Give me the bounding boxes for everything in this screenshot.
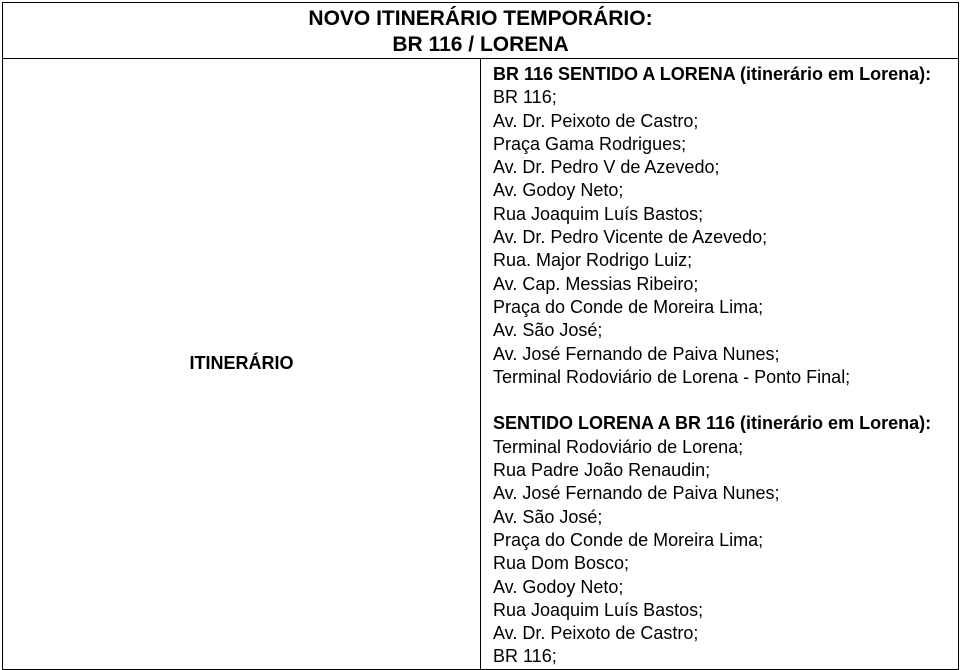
route-stop: Rua Padre João Renaudin;: [493, 460, 711, 481]
itinerary-label: ITINERÁRIO: [3, 59, 481, 670]
route-stop: Praça do Conde de Moreira Lima;: [493, 529, 764, 550]
route-list: [493, 436, 958, 669]
route-stop: Av. Dr. Pedro Vicente de Azevedo;: [493, 227, 768, 248]
route-stop: Av. Dr. Pedro V de Azevedo;: [493, 157, 720, 178]
route-stop: Av. São José;: [493, 506, 603, 527]
title-line-1: NOVO ITINERÁRIO TEMPORÁRIO:: [308, 6, 653, 30]
section-heading: SENTIDO LORENA A BR 116 (itinerário em Lorena):: [493, 413, 932, 434]
route-list: [493, 86, 958, 389]
title-cell: [3, 3, 959, 59]
route-stop: Av. José Fernando de Paiva Nunes;: [493, 483, 780, 504]
section-heading: BR 116 SENTIDO A LORENA (itinerário em Lorena):: [493, 64, 932, 84]
route-stop: Rua Joaquim Luís Bastos;: [493, 203, 704, 224]
section-lorena-to-br116: [493, 412, 958, 668]
itinerary-table: [2, 2, 959, 670]
route-stop: Terminal Rodoviário de Lorena - Ponto Final;: [493, 366, 851, 387]
route-stop: Rua. Major Rodrigo Luiz;: [493, 250, 693, 271]
route-stop: Av. Cap. Messias Ribeiro;: [493, 273, 699, 294]
title-line-2: BR 116 / LORENA: [392, 32, 569, 56]
route-stop: Av. São José;: [493, 320, 603, 341]
route-stop: Rua Joaquim Luís Bastos;: [493, 599, 704, 620]
route-stop: Terminal Rodoviário de Lorena;: [493, 436, 744, 457]
itinerary-content: [481, 59, 959, 670]
route-stop: Av. Dr. Peixoto de Castro;: [493, 623, 699, 644]
route-stop: Rua Dom Bosco;: [493, 553, 630, 574]
route-stop: BR 116;: [493, 646, 557, 667]
route-stop: Praça Gama Rodrigues;: [493, 133, 687, 154]
route-stop: Av. Godoy Neto;: [493, 180, 624, 201]
route-stop: Av. Dr. Peixoto de Castro;: [493, 110, 699, 131]
route-stop: Praça do Conde de Moreira Lima;: [493, 296, 764, 317]
section-br116-to-lorena: [493, 63, 958, 389]
route-stop: Av. Godoy Neto;: [493, 576, 624, 597]
title-row: [3, 3, 959, 59]
route-stop: BR 116;: [493, 87, 557, 108]
itinerary-row: [3, 59, 959, 670]
route-stop: Av. José Fernando de Paiva Nunes;: [493, 343, 780, 364]
section-spacer: [493, 389, 958, 412]
